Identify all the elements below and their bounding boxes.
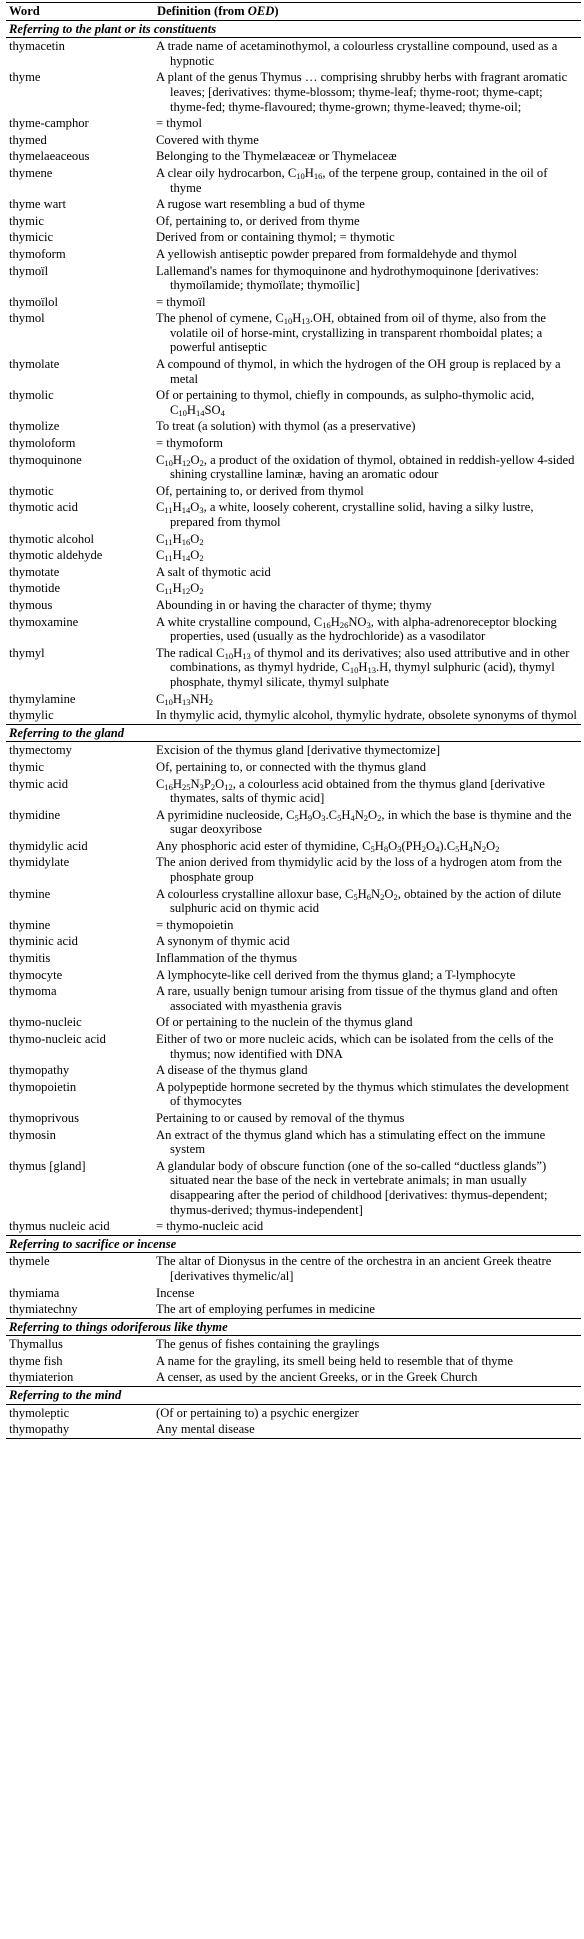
definition-text: = thymoïl [156, 294, 206, 309]
table-row [6, 1353, 581, 1370]
word-cell: thymic [9, 759, 44, 774]
definition-text: = thymopoietin [156, 917, 234, 932]
definition-cell [154, 356, 581, 387]
definition-cell [154, 742, 581, 759]
definition-cell [154, 1218, 581, 1235]
section-heading: Referring to sacrifice or incense [6, 1235, 581, 1253]
word-cell: thymopoietin [9, 1079, 77, 1094]
definition-text: Derived from or containing thymol; = thymotic [156, 230, 395, 245]
definition-text: The anion derived from thymidylic acid by the loss of a hydrogen atom from the phosphate group [156, 855, 562, 885]
table-row [6, 1218, 581, 1235]
definition-text: Of or pertaining to thymol, chiefly in compounds, as sulpho-thymolic acid, $C_{10}H_{14}SO_4$ [156, 388, 535, 418]
word-cell: thymic [9, 213, 44, 228]
definition-text: Abounding in or having the character of thyme; thymy [156, 597, 432, 612]
definition-text: A white crystalline compound, $C_{16}H_{26}NO_3$, with alpha-adrenoreceptor blocking properties, used (usually as the hydrochloride) as a vasodilator [156, 614, 557, 644]
definition-column-header [154, 3, 581, 21]
table-row [6, 499, 581, 530]
word-cell: thymus nucleic acid [9, 1219, 110, 1234]
table-row [6, 776, 581, 807]
definition-text: Lallemand's names for thymoquinone and hydrothymoquinone [derivatives: thymoïlamide; thymoïlate; thymoïlic] [156, 263, 539, 293]
table-row [6, 967, 581, 984]
definition-text: $C_{10}H_{12}O_2$, a product of the oxidation of thymol, obtained in reddish-yellow 4-sided shining crystalline laminæ, having an aromatic odour [156, 452, 575, 482]
word-cell: thymene [9, 165, 53, 180]
table-row [6, 418, 581, 435]
definition-text: $C_{11}H_{12}O_2$ [156, 581, 204, 597]
definition-cell [154, 1301, 581, 1318]
table-row [6, 1421, 581, 1438]
section-heading-row [6, 1318, 581, 1336]
section-heading: Referring to the mind [6, 1387, 581, 1405]
word-cell: thymopathy [9, 1063, 70, 1078]
word-cell: thymocyte [9, 967, 63, 982]
definition-cell [154, 917, 581, 934]
section-referring-to-sacrifice-or-incense [6, 1235, 581, 1318]
definition-cell [154, 418, 581, 435]
table-row [6, 886, 581, 917]
definition-cell [154, 263, 581, 294]
word-cell: thymoloform [9, 436, 76, 451]
definition-text: The phenol of cymene, $C_{10}H_{13}.OH$, obtained from oil of thyme, also from the volatile oil of horse-mint, crystallizing in transparent rhomboidal plates; a powerful antiseptic [156, 311, 547, 355]
word-cell: thymoïl [9, 263, 49, 278]
table-row [6, 1336, 581, 1353]
definition-cell [154, 759, 581, 776]
definition-cell [154, 483, 581, 500]
word-cell: thymotic alcohol [9, 531, 94, 546]
section-heading: Referring to the gland [6, 724, 581, 742]
definition-text: A name for the grayling, its smell being held to resemble that of thyme [156, 1353, 513, 1368]
word-cell: thymotic acid [9, 500, 78, 515]
word-cell: thymidylic acid [9, 838, 88, 853]
definition-cell [154, 165, 581, 196]
definition-text: A trade name of acetaminothymol, a colourless crystalline compound, used as a hypnotic [156, 39, 558, 68]
word-cell: thymoquinone [9, 452, 82, 467]
word-cell: thymele [9, 1254, 50, 1269]
table-row [6, 564, 581, 581]
definition-cell [154, 1369, 581, 1386]
table-row [6, 580, 581, 597]
word-cell: thymopathy [6, 1421, 154, 1438]
table-row [6, 1079, 581, 1110]
table-row [6, 356, 581, 387]
definition-cell [154, 115, 581, 132]
definition-text: Either of two or more nucleic acids, which can be isolated from the cells of the thymus; now identified with DNA [156, 1032, 554, 1061]
definition-text: A salt of thymotic acid [156, 564, 271, 579]
definition-cell [154, 196, 581, 213]
definition-cell [154, 886, 581, 917]
word-cell: thymoform [9, 246, 66, 261]
table-row [6, 1369, 581, 1386]
word-cell: thymidylate [9, 855, 70, 870]
definition-text: $C_{10}H_{13}NH_2$ [156, 691, 213, 707]
word-cell: thymotic aldehyde [9, 548, 103, 563]
word-cell: thymotide [9, 581, 61, 596]
definition-text: A yellowish antiseptic powder prepared from formaldehyde and thymol [156, 246, 518, 261]
word-cell: thymo-nucleic acid [9, 1032, 106, 1046]
word-cell: thymine [9, 886, 51, 901]
word-cell: thymoprivous [9, 1110, 79, 1125]
word-cell: thymol [9, 311, 45, 326]
definition-cell [154, 707, 581, 724]
table-row [6, 691, 581, 708]
word-cell: thymus [gland] [9, 1158, 86, 1173]
definition-cell [154, 614, 581, 645]
table-row [6, 310, 581, 356]
definition-text: Incense [156, 1285, 195, 1300]
definition-text: Covered with thyme [156, 132, 259, 147]
section-heading-row [6, 20, 581, 38]
definition-cell [154, 1336, 581, 1353]
definition-text: A rugose wart resembling a bud of thyme [156, 197, 365, 212]
definition-text: $C_{11}H_{14}O_2$ [156, 548, 204, 564]
section-heading: Referring to things odoriferous like thyme [6, 1318, 581, 1336]
definition-text: Any phosphoric acid ester of thymidine, $C_5H_8O_3(PH_2O_4).C_5H_4N_2O_2$ [156, 838, 500, 854]
definition-text: Of, pertaining to, or derived from thymol [156, 483, 364, 498]
section-heading-row [6, 1235, 581, 1253]
definition-cell [154, 776, 581, 807]
table-row [6, 38, 581, 70]
definition-text: A synonym of thymic acid [156, 934, 290, 949]
definition-cell [154, 933, 581, 950]
definition-text: A compound of thymol, in which the hydrogen of the OH group is replaced by a metal [156, 357, 561, 386]
word-cell: thyminic acid [9, 934, 78, 949]
word-cell: thymine [9, 917, 51, 932]
section-referring-to-the-gland [6, 724, 581, 1235]
word-cell: thyme [9, 70, 41, 85]
header-row [6, 3, 581, 21]
definition-cell [154, 1031, 581, 1062]
word-cell: thymiatechny [9, 1302, 78, 1317]
word-cell: thyme fish [9, 1353, 63, 1368]
definition-cell [154, 691, 581, 708]
definition-text: The radical $C_{10}H_{13}$ of thymol and its derivatives; also used attributive and in other combinations, as thymyl hydride, $C_{10}H_{13}.H$, thymyl sulphuric (acid), thymyl phosphate, thymyl silicate, thymyl sulphate [156, 645, 570, 689]
word-cell: thymacetin [9, 39, 65, 54]
word-cell: thymoxamine [9, 614, 79, 629]
definition-text: Any mental disease [156, 1422, 255, 1437]
table-row [6, 229, 581, 246]
word-cell: thymolic [9, 388, 54, 403]
word-cell: thymous [9, 597, 53, 612]
section-referring-to-things-odoriferous-like-thyme [6, 1318, 581, 1386]
table-row [6, 69, 581, 115]
word-cell: thymo-nucleic [9, 1015, 82, 1030]
definition-cell [154, 69, 581, 115]
definition-text: In thymylic acid, thymylic alcohol, thymylic hydrate, obsolete synonyms of thymol [156, 708, 577, 723]
definition-cell [154, 1079, 581, 1110]
table-row [6, 1062, 581, 1079]
table-row [6, 1127, 581, 1158]
word-cell: Thymallus [9, 1337, 63, 1352]
definition-cell [154, 452, 581, 483]
table-row [6, 707, 581, 724]
definition-text: A clear oily hydrocarbon, $C_{10}H_{16}$, of the terpene group, contained in the oil of thyme [156, 165, 548, 195]
definition-cell [154, 148, 581, 165]
definition-cell [154, 645, 581, 691]
table-row [6, 854, 581, 885]
definition-cell [154, 1285, 581, 1302]
table-row [6, 950, 581, 967]
word-cell: thymotic [9, 483, 54, 498]
word-cell: thymoleptic [9, 1405, 70, 1420]
table-row [6, 838, 581, 855]
definition-text: A pyrimidine nucleoside, $C_5H_9O_3.C_5H_4N_2O_2$, in which the base is thymine and the sugar deoxyribose [156, 807, 572, 837]
word-column-header: Word [6, 3, 154, 21]
glossary-table [6, 2, 581, 1439]
word-cell: thymylamine [9, 691, 76, 706]
table-row [6, 933, 581, 950]
table-row [6, 132, 581, 149]
word-cell: thymolate [9, 357, 60, 372]
definition-cell [154, 1404, 581, 1421]
table-row [6, 165, 581, 196]
definition-cell [154, 1158, 581, 1218]
table-row [6, 1253, 581, 1285]
table-row [6, 483, 581, 500]
definition-text: (Of or pertaining to) a psychic energizer [156, 1405, 359, 1420]
table-row [6, 1285, 581, 1302]
word-cell: thymiama [9, 1285, 60, 1300]
table-row [6, 742, 581, 759]
table-row [6, 917, 581, 934]
section-referring-to-the-plant-or-its-constituents [6, 20, 581, 724]
table-row [6, 294, 581, 311]
definition-cell [154, 213, 581, 230]
table-row [6, 597, 581, 614]
word-cell: thymotate [9, 564, 60, 579]
definition-text: A colourless crystalline alloxur base, $C_5H_6N_2O_2$, obtained by the action of dilute sulphuric acid on thymic acid [156, 886, 562, 916]
word-cell: thymicic [9, 230, 54, 245]
definition-cell [154, 950, 581, 967]
definition-header-source: OED [247, 4, 275, 18]
word-cell: thymolize [9, 419, 60, 434]
definition-text: A rare, usually benign tumour arising from tissue of the thymus gland and often associated with myasthenia gravis [156, 984, 558, 1013]
word-cell: thymosin [9, 1127, 56, 1142]
table-row [6, 196, 581, 213]
definition-cell [154, 387, 581, 418]
definition-cell [154, 1421, 581, 1438]
table-row [6, 452, 581, 483]
word-cell: thymed [9, 132, 47, 147]
table-row [6, 531, 581, 548]
definition-cell [154, 854, 581, 885]
definition-text: An extract of the thymus gland which has a stimulating effect on the immune system [156, 1127, 546, 1157]
table-row [6, 614, 581, 645]
table-row [6, 387, 581, 418]
definition-text: A disease of the thymus gland [156, 1063, 308, 1078]
definition-cell [154, 229, 581, 246]
definition-text: A lymphocyte-like cell derived from the thymus gland; a T-lymphocyte [156, 967, 516, 982]
definition-text: A glandular body of obscure function (one of the so-called “ductless glands”) situated near the base of the neck in vertebrate animals; in man usually disappearing after the period of childhood [derivatives: thymus-dependent; thymus-derived; thymus-independent] [156, 1158, 548, 1217]
table-row [6, 1110, 581, 1127]
definition-text: Of or pertaining to the nuclein of the thymus gland [156, 1015, 413, 1030]
definition-text: A censer, as used by the ancient Greeks, or in the Greek Church [156, 1370, 478, 1385]
definition-cell [154, 807, 581, 838]
word-cell: thymectomy [9, 743, 72, 758]
table-row [6, 547, 581, 564]
definition-text: A plant of the genus Thymus … comprising shrubby herbs with fragrant aromatic leaves; [derivatives: thyme-blossom; thyme-leaf; thyme-root; thyme-capt; thyme-fed; thyme-flavoured; thyme-grown; thyme-leaved; thyme-oil; [156, 70, 568, 114]
definition-text: Of, pertaining to, or derived from thyme [156, 213, 360, 228]
definition-cell [154, 1110, 581, 1127]
definition-text: Of, pertaining to, or connected with the thymus gland [156, 759, 427, 774]
definition-cell [154, 38, 581, 70]
definition-cell [154, 983, 581, 1014]
table-row [6, 1404, 581, 1421]
definition-cell [154, 1353, 581, 1370]
word-cell: thymic acid [9, 776, 69, 791]
definition-cell [154, 580, 581, 597]
definition-text: The genus of fishes containing the graylings [156, 1337, 380, 1352]
definition-text: The art of employing perfumes in medicine [156, 1302, 376, 1317]
definition-text: $C_{11}H_{16}O_2$ [156, 531, 204, 547]
definition-cell [154, 838, 581, 855]
definition-cell [154, 246, 581, 263]
definition-cell [154, 597, 581, 614]
definition-text: $C_{16}H_{25}N_3P_2O_{12}$, a colourless acid obtained from the thymus gland [derivative thymates, salts of thymic acid] [156, 776, 545, 806]
definition-text: A polypeptide hormone secreted by the thymus which stimulates the development of thymocytes [156, 1079, 569, 1109]
word-cell: thymoma [9, 984, 57, 999]
definition-text: = thymol [156, 116, 202, 131]
definition-text: Belonging to the Thymelæaceæ or Thymelaceæ [156, 149, 397, 164]
word-cell: thymylic [9, 708, 54, 723]
word-cell: thymoïlol [9, 294, 58, 309]
section-heading: Referring to the plant or its constituents [6, 20, 581, 38]
definition-cell [154, 1062, 581, 1079]
word-cell: thyme wart [9, 197, 67, 212]
definition-cell [154, 310, 581, 356]
definition-text: To treat (a solution) with thymol (as a preservative) [156, 419, 416, 434]
word-cell: thyme-camphor [9, 116, 89, 131]
table-row [6, 1014, 581, 1031]
table-row [6, 263, 581, 294]
section-heading-row [6, 1387, 581, 1405]
definition-text: Inflammation of the thymus [156, 951, 297, 966]
table-row [6, 807, 581, 838]
table-row [6, 645, 581, 691]
word-cell: thymelaeaceous [9, 149, 90, 164]
definition-text: = thymo-nucleic acid [156, 1219, 264, 1234]
word-cell: thymyl [9, 645, 45, 660]
definition-cell [154, 435, 581, 452]
table-row [6, 148, 581, 165]
definition-cell [154, 1014, 581, 1031]
definition-text: $C_{11}H_{14}O_3$, a white, loosely coherent, crystalline solid, having a silky lustre, prepared from thymol [156, 500, 534, 529]
definition-cell [154, 294, 581, 311]
definition-cell [154, 547, 581, 564]
definition-cell [154, 132, 581, 149]
table-row [6, 983, 581, 1014]
definition-cell [154, 1253, 581, 1285]
definition-cell [154, 499, 581, 530]
table-row [6, 759, 581, 776]
definition-text: Pertaining to or caused by removal of the thymus [156, 1110, 405, 1125]
definition-text: = thymoform [156, 436, 223, 451]
section-referring-to-the-mind [6, 1387, 581, 1439]
table-row [6, 115, 581, 132]
definition-cell [154, 531, 581, 548]
definition-header-prefix: Definition (from [157, 4, 248, 18]
section-heading-row [6, 724, 581, 742]
word-cell: thymitis [9, 951, 51, 966]
table-row [6, 1158, 581, 1218]
word-cell: thymiaterion [9, 1370, 74, 1385]
definition-cell [154, 1127, 581, 1158]
table-row [6, 1301, 581, 1318]
table-row [6, 213, 581, 230]
table-row [6, 246, 581, 263]
definition-header-suffix: ) [274, 4, 279, 18]
definition-cell [154, 967, 581, 984]
table-row [6, 1031, 581, 1062]
definition-cell [154, 564, 581, 581]
word-cell: thymidine [9, 807, 61, 822]
table-header [6, 3, 581, 21]
definition-text: The altar of Dionysus in the centre of the orchestra in an ancient Greek theatre [derivatives thymelic/al] [156, 1254, 552, 1283]
definition-text: Excision of the thymus gland [derivative thymectomize] [156, 743, 441, 758]
table-row [6, 435, 581, 452]
